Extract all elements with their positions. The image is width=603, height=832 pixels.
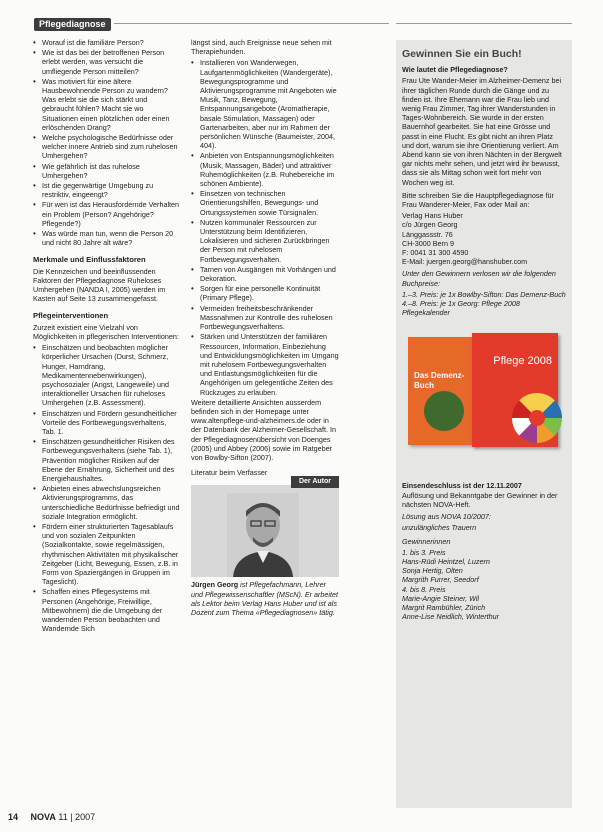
- address-line: CH-3000 Bern 9: [402, 238, 454, 248]
- prize-intro: Unter den Gewinnern verlosen wir die folgenden Buchpreise:: [402, 269, 556, 288]
- list-item: • Stärken und Unterstützen der familiären Ressourcen, Information, Einbeziehung und Entwicklungsmöglichkeiten im Umgang mit ruhelosem Fortbewegungsverhalten und Entlastungsmöglichkeiten für die Angehörigen um gelegentliche Zeiten des Rückzuges zu erlauben.: [191, 332, 339, 396]
- contest-instruction: Bitte schreiben Sie die Hauptpflegediagnose für Frau Wanderer-Meier, Fax oder Mail an:: [402, 190, 554, 210]
- paragraph-interventionen: Zurzeit existiert eine Vielzahl von Möglichkeiten in pflegerischen Interventionen:: [33, 322, 179, 341]
- list-item: • Einsetzen von technischen Orientierungshilfen, Bewegungs- und Ortungssystemen sowie Türsignalen.: [191, 189, 339, 217]
- list-item: • Fördern einer strukturierten Tagesablaufs und von sozialen Zeitpunkten (Sozialkontakte, sowie regelmässigen, rhythmischen Aktivitäten mit physikalischer Zeitgeber (Licht, Bewegung, Essen, z.B. in Form von Spaziergängen in Gruppen im Tageslicht).: [33, 522, 181, 586]
- winner-line: Margrith Furrer, Seedorf: [402, 575, 479, 585]
- list-item: • Was würde man tun, wenn die Person 20 und nicht 80 Jahre alt wäre?: [33, 229, 181, 247]
- contest-sidebar: [396, 40, 572, 808]
- address-line: F: 0041 31 300 4590: [402, 248, 469, 258]
- list-item: • Wie ist das bei der betroffenen Person erlebt werden, was versucht die umfliegende Person mitteilen?: [33, 48, 181, 76]
- winner-line: Marie-Angie Steiner, Wil: [402, 593, 480, 603]
- contest-question: Wie lautet die Pflegediagnose?: [402, 65, 508, 75]
- prize-line: 4.–8. Preis: je 1x Georg: Pflege 2008 Pflegekalender: [402, 299, 520, 318]
- winners-label: Gewinnerinnen: [402, 536, 451, 546]
- book1-title: Das Demenz-Buch: [414, 371, 465, 390]
- address-line: Länggassstr. 76: [402, 229, 453, 239]
- list-item: • Anbieten von Entspannungsmöglichkeiten (Musik, Massagen, Bäder) und attraktiver Ruhemöglichkeiten (z.B. Ruhebereiche im schönen Ambiente).: [191, 151, 339, 188]
- list-item: • Anbieten eines abwechslungsreichen Aktivierungsprogramms, das unterschiedliche Bedürfnisse befriedigt und soziale Integration ermöglicht.: [33, 484, 181, 521]
- prize-line: 1.–3. Preis: je 1x Bowlby-Sifton: Das Demenz-Buch: [402, 289, 566, 299]
- book-covers: [402, 325, 566, 475]
- book2-title: Pflege 2008: [493, 355, 552, 368]
- author-photo: [227, 493, 299, 577]
- list-item: • Einschätzen und beobachten möglicher körperlicher Ursachen (Durst, Schmerz, Hunger, Harndrang, Medikamentennebenwirkungen), psychosozialer (Angst, Langeweile) und interaktioneller Ursachen für ruheloses Umhergehen (z.B. Assessment).: [33, 343, 181, 407]
- list-item: • Tarnen von Ausgängen mit Vorhängen und Dekoration.: [191, 265, 339, 283]
- winner-line: Sonja Hertig, Olten: [402, 566, 463, 576]
- column-left: [33, 38, 181, 634]
- issue-number: 11 | 2007: [58, 812, 96, 822]
- solution-label: Lösung aus NOVA 10/2007:: [402, 512, 491, 522]
- winner-line: 4. bis 8. Preis: [402, 584, 446, 594]
- bullet-list-interventions: [33, 343, 181, 633]
- page-number: 14: [8, 812, 19, 822]
- list-item: • Worauf ist die familiäre Person?: [33, 38, 181, 47]
- list-item: • Einschätzen und Fördern gesundheitlicher Vorteile des Fortbewegungsverhaltens, Tab. 1.: [33, 409, 181, 437]
- header-rule: [114, 23, 389, 24]
- color-wheel-icon: [512, 393, 562, 443]
- paragraph-continued: längst sind, auch Ereignisse neue sehen mit Therapiehunden.: [191, 38, 332, 57]
- literature-note: Literatur beim Verfasser: [191, 468, 268, 478]
- prize-list: [402, 290, 566, 318]
- author-bio: [191, 580, 339, 617]
- list-item: • Vermeiden freiheitsbeschränkender Massnahmen zur Kontrolle des ruhelosen Fortbewegungsverhaltens.: [191, 304, 339, 332]
- address-line: Verlag Hans Huber: [402, 211, 463, 221]
- contest-address: [402, 211, 566, 266]
- column-middle: [191, 38, 339, 619]
- paragraph-merkmale: Die Kennzeichen und beeinflussenden Faktoren der Pflegediagnose Ruheloses Umhergehen (NANDA I, 2005) werden im Kasten auf Seite 13 zusammengefasst.: [33, 266, 166, 304]
- list-item: • Für wen ist das Herausfordernde Verhalten ein Problem (Person? Angehörige? Pflegende?): [33, 200, 181, 228]
- list-item: • Ist die gegenwärtige Umgebung zu restriktiv, eingeengt?: [33, 181, 181, 199]
- author-bio-text: ist Pflegefachmann, Lehrer und Pflegewissenschaftler (MScN). Er arbeitet als Lektor beim Verlag Hans Huber und ist als Dozent zum Thema «Pflegediagnosen» tätig.: [191, 580, 339, 617]
- solution: unzulängliches Trauern: [402, 523, 477, 533]
- list-item: • Sorgen für eine personelle Kontinuität (Primary Pflege).: [191, 284, 339, 302]
- winner-line: 1. bis 3. Preis: [402, 547, 446, 557]
- list-item: • Wie gefährlich ist das ruhelose Umhergehen?: [33, 162, 181, 180]
- deadline: Einsendeschluss ist der 12.11.2007: [402, 481, 522, 491]
- winner-line: Margrit Rambühler, Zürich: [402, 602, 486, 612]
- winner-list: [402, 548, 566, 622]
- address-line: c/o Jürgen Georg: [402, 220, 458, 230]
- bullet-list-interventions-continued: [191, 58, 339, 396]
- heading-merkmale: Merkmale und Einflussfaktoren: [33, 255, 146, 265]
- address-line: E-Mail: juergen.georg@hanshuber.com: [402, 257, 528, 267]
- page-footer: [8, 812, 95, 822]
- apple-icon: [424, 391, 464, 431]
- winner-line: Anne-Lise Neidlich, Winterthur: [402, 612, 500, 622]
- list-item: • Nutzen kommunaler Ressourcen zur Unterstützung beim Identifizieren, Lokalisieren und sicheren Zurückbringen der Person mit ruhelosem Fortbewegungsverhalten.: [191, 218, 339, 264]
- list-item: • Was motiviert für eine ältere Hausbewohnende Person zu wandern? Was erlebt sie die sich stärkt und gebraucht fühlen? Macht sie wo Situationen einen plötzlichen oder einen erlöschenden Drang?: [33, 77, 181, 132]
- book-cover-demenz: [408, 337, 478, 445]
- list-item: • Einschätzen gesundheitlicher Risiken des Fortbewegungsverhaltens (siehe Tab. 1), Prävention möglicher Risiken auf der Ebene der Ernährung, Sicherheit und des Energiehaushaltes.: [33, 437, 181, 483]
- contest-case-text: Frau Ute Wander-Meier im Alzheimer-Demenz bei ihrer täglichen Runde durch die Gänge und zu finden ist. Ihre Ehemann war die Frau lieb und wenig Frau Zimmer, Tag ihrer Wanderstunden in Tages-Wohnbereich. Sie wurde in der ersten Bauernhof gearbeitet. Sie hat eine Grösse und passt in eine Flucht. Es gibt nicht an ihren Platz und dort, warum sie ihre Orientierung verliert. Am Abend kann sie von ihren Nächten in der Bergwelt gar nichts mehr sehen, und jetzt wird ihr bewusst, dass sie als Mittag schon weit fort mehr von Wochen weg ist.: [402, 76, 562, 187]
- magazine-name: NOVA: [30, 812, 56, 822]
- list-item: • Welche psychologische Bedürfnisse oder welcher innere Antrieb sind zum ruhelosen Umhergehen?: [33, 133, 181, 161]
- contest-title: Gewinnen Sie ein Buch!: [402, 48, 522, 60]
- deadline-text: Auflösung und Bekanntgabe der Gewinner in der nächsten NOVA-Heft.: [402, 490, 558, 509]
- bullet-list-questions: [33, 38, 181, 247]
- author-heading: Der Autor: [291, 476, 339, 487]
- list-item: • Schaffen eines Pflegesystems mit Personen (Angehörige, Freiwillige, Mitbewohnern) die die Umgebung der wandernden Person beobachten und Wandernde Sich: [33, 587, 181, 633]
- list-item: • Installieren von Wanderwegen, Laufgartenmöglichkeiten (Wandergeräte), Bewegungsprogramme und Aktivierungsprogramme mit Angeboten wie Musik, Tanz, Bewegung, Entspannungsangebote (Aromatherapie, basale Stimulation, Massagen) oder Gartenarbeiten, aber nur im Rahmen der persönlichen Wünsche (Baumeister, 2004, 404).: [191, 58, 339, 150]
- heading-interventionen: Pflegeinterventionen: [33, 311, 109, 321]
- paragraph-references: Weitere detaillierte Ansichten ausserdem befinden sich in der Homepage unter www.altenpflege-und-alzheimers.de oder in der Datenbank der Alzheimer-Gesellschaft. In der Pflegediagnosenübersicht von Doenges (2005) und Abbey (2006) sowie im Ratgeber von Bowlby-Sifton (2007).: [191, 397, 337, 462]
- author-name: Jürgen Georg: [191, 580, 239, 590]
- book-cover-pflege-2008: [472, 333, 558, 447]
- section-tag: Pflegediagnose: [34, 18, 111, 31]
- header-rule-right: [396, 23, 572, 24]
- author-photo-box: [191, 478, 339, 577]
- winner-line: Hans-Rüdi Heintzel, Luzern: [402, 556, 490, 566]
